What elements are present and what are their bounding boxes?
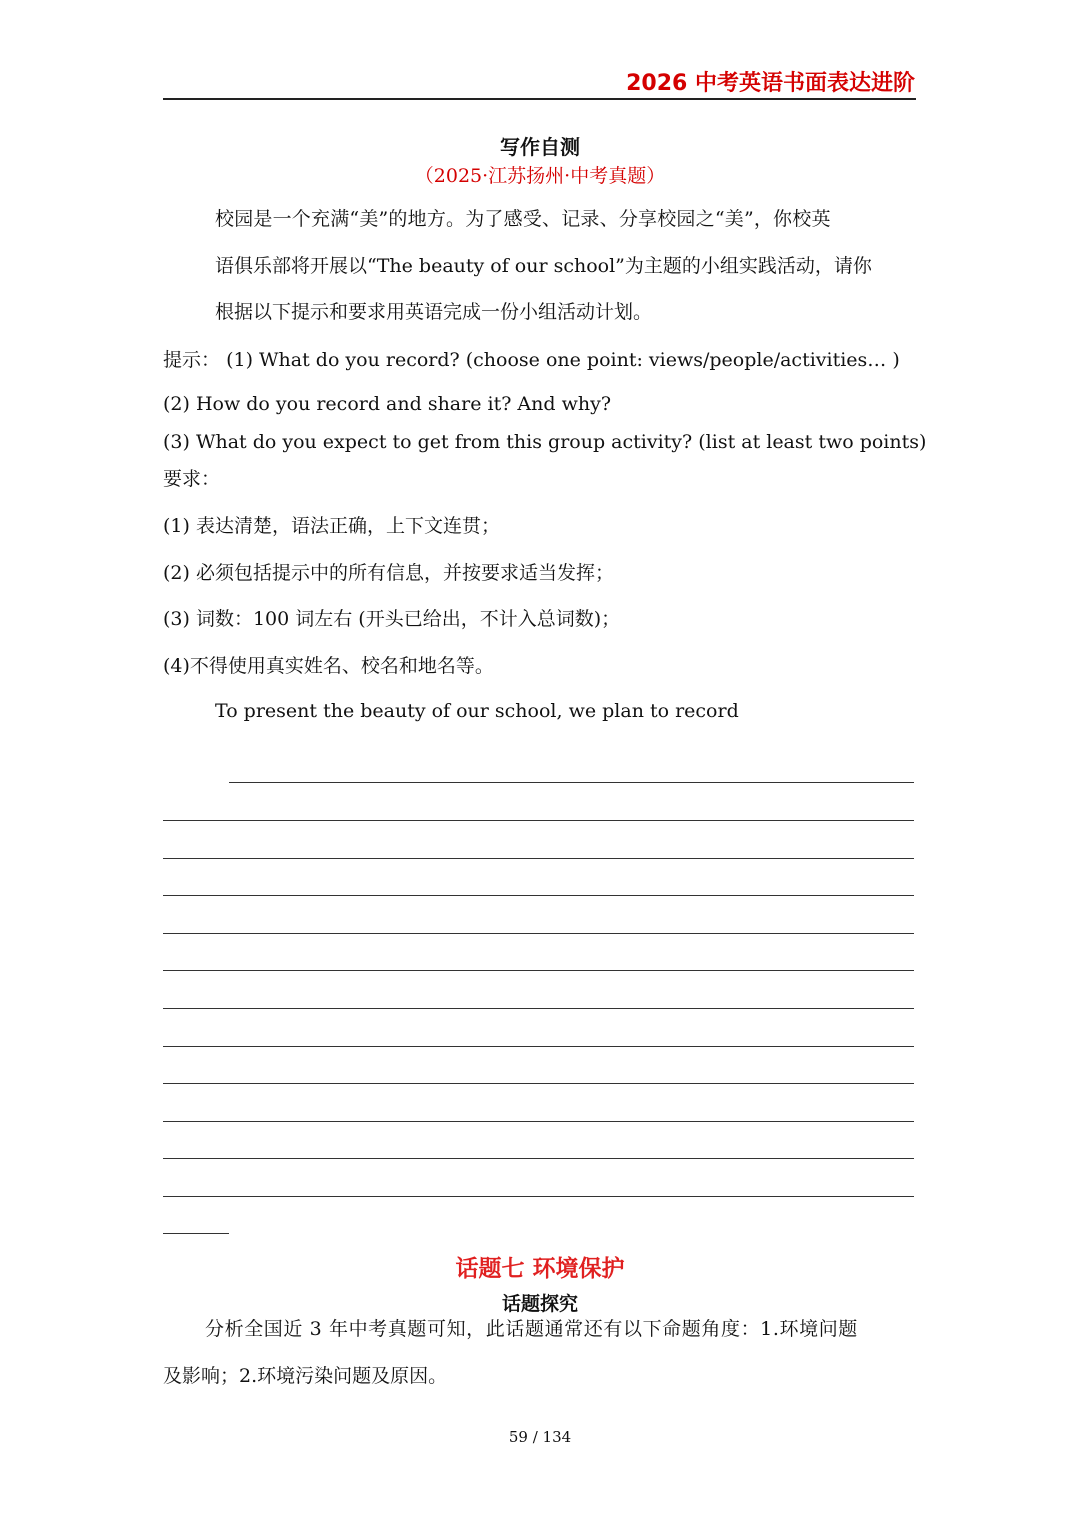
- writing-line-short[interactable]: [163, 1233, 229, 1234]
- writing-line[interactable]: [163, 858, 914, 859]
- intro-line-1: 校园是一个充满“美”的地方。为了感受、记录、分享校园之“美”，你校英: [215, 208, 831, 230]
- requirement-item-2: (2) 必须包括提示中的所有信息，并按要求适当发挥；: [163, 562, 614, 584]
- page-number: 59 / 134: [508, 1428, 572, 1446]
- header-title: 2026 中考英语书面表达进阶: [626, 71, 915, 96]
- header-divider: [163, 98, 916, 100]
- analysis-line-1: 分析全国近 3 年中考真题可知，此话题通常还有以下命题角度：1.环境问题: [205, 1318, 858, 1340]
- intro-line-3: 根据以下提示和要求用英语完成一份小组活动计划。: [215, 301, 653, 323]
- writing-line[interactable]: [229, 782, 914, 783]
- section-title: 写作自测: [500, 135, 580, 159]
- requirements-label: 要求：: [163, 468, 221, 490]
- topic-title: 话题七 环境保护: [455, 1256, 625, 1282]
- writing-line[interactable]: [163, 1196, 914, 1197]
- writing-line[interactable]: [163, 1083, 914, 1084]
- writing-line[interactable]: [163, 933, 914, 934]
- prompt-item-2: (2) How do you record and share it? And why?: [163, 393, 612, 415]
- requirement-item-1: (1) 表达清楚，语法正确，上下文连贯；: [163, 515, 500, 537]
- prompt-item-1: (1) What do you record? (choose one point: views/people/activities… ): [226, 349, 900, 371]
- writing-line[interactable]: [163, 970, 914, 971]
- requirement-item-3: (3) 词数：100 词左右 (开头已给出，不计入总词数)；: [163, 608, 621, 630]
- writing-line[interactable]: [163, 1158, 914, 1159]
- writing-line[interactable]: [163, 1121, 914, 1122]
- writing-line[interactable]: [163, 1008, 914, 1009]
- writing-line[interactable]: [163, 895, 914, 896]
- topic-subtitle: 话题探究: [501, 1293, 578, 1315]
- writing-line[interactable]: [163, 1046, 914, 1047]
- writing-line[interactable]: [163, 820, 914, 821]
- intro-line-2: 语俱乐部将开展以“The beauty of our school”为主题的小组实践活动，请你: [215, 255, 872, 277]
- requirement-item-4: (4)不得使用真实姓名、校名和地名等。: [163, 655, 494, 677]
- opening-sentence: To present the beauty of our school, we plan to record: [215, 700, 739, 722]
- prompts-label: 提示：: [163, 349, 221, 371]
- analysis-line-2: 及影响；2.环境污染问题及原因。: [163, 1365, 448, 1387]
- prompt-item-3: (3) What do you expect to get from this group activity? (list at least two points): [163, 431, 927, 453]
- prompts-block: [163, 349, 900, 372]
- section-source: （2025·江苏扬州·中考真题）: [414, 165, 666, 187]
